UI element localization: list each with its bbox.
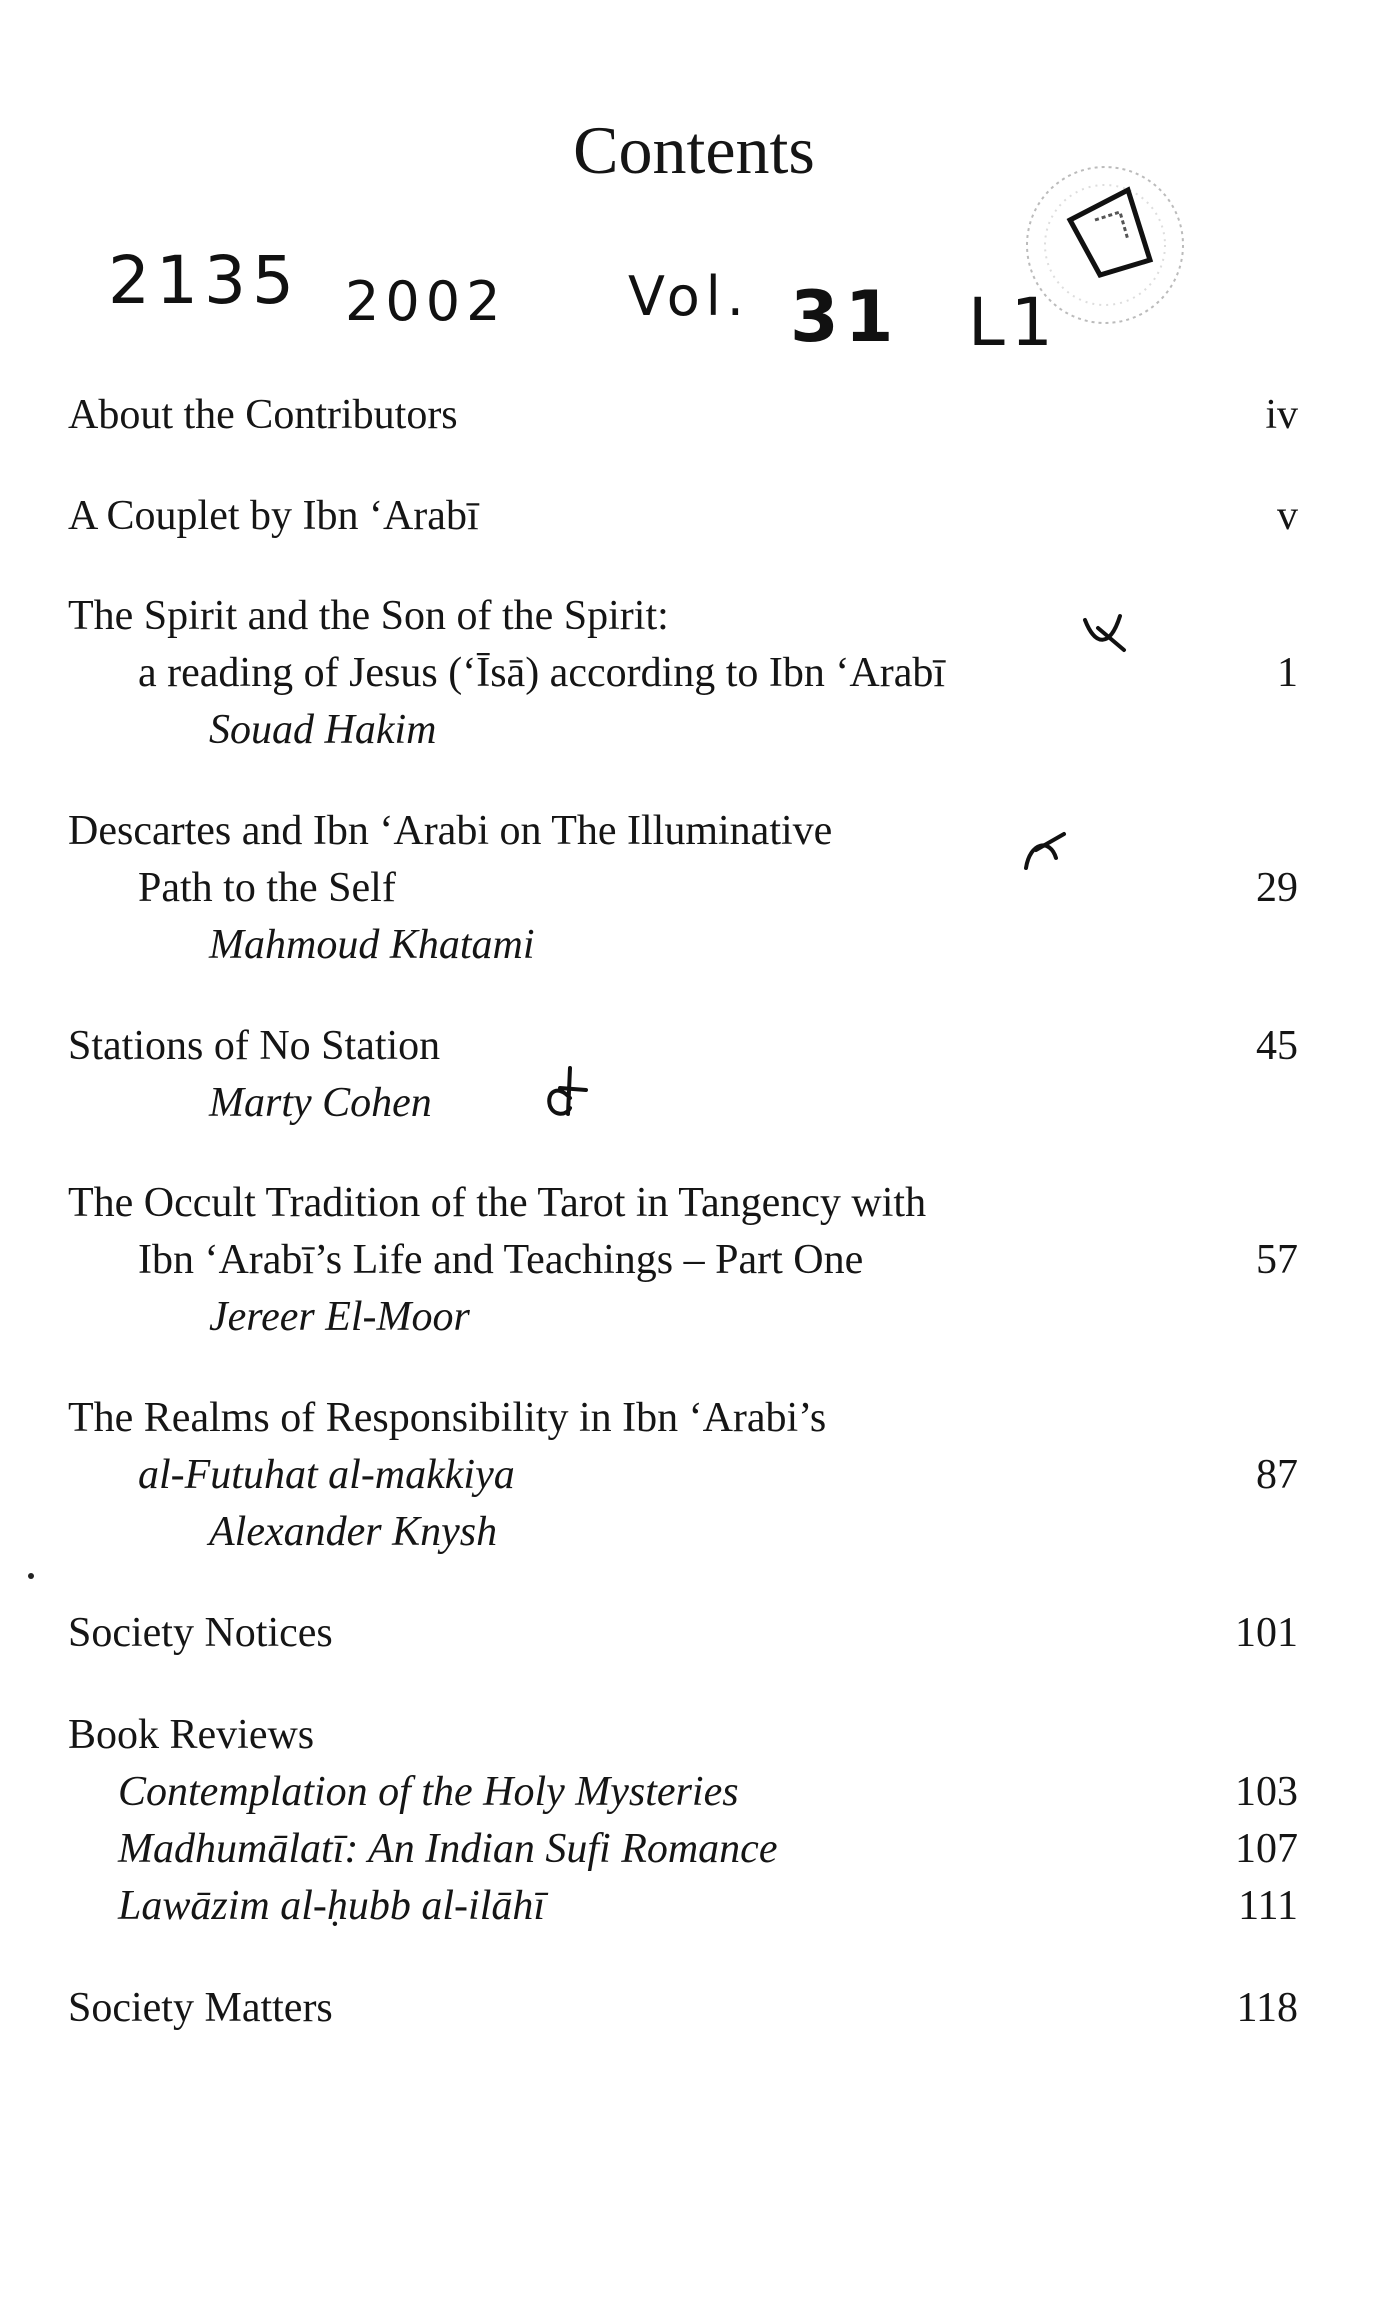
- entry-title-line: Society Matters: [68, 1985, 333, 2031]
- entry-title-line: Ibn ‘Arabī’s Life and Teachings – Part One: [138, 1237, 864, 1283]
- entry-title-line: The Occult Tradition of the Tarot in Tangency with: [68, 1180, 927, 1226]
- page-number: 111: [1238, 1883, 1298, 1929]
- handwritten-alpha-mark: [1020, 828, 1070, 878]
- entry-title-line: About the Contributors: [68, 392, 458, 438]
- handwritten-alpha-mark: [1080, 608, 1130, 658]
- page-number: 87: [1256, 1452, 1298, 1498]
- entry-author: Marty Cohen: [209, 1080, 432, 1126]
- toc-review-item: [0, 1821, 1388, 1878]
- handwritten-vol-number: 31: [790, 276, 900, 358]
- entry-title-line: The Spirit and the Son of the Spirit:: [68, 593, 669, 639]
- page-number: v: [1277, 493, 1298, 539]
- entry-author: Alexander Knysh: [209, 1509, 498, 1555]
- toc-entry: [0, 803, 1388, 974]
- toc-entry: [0, 1605, 1388, 1662]
- page-number: 57: [1256, 1237, 1298, 1283]
- page-number: 45: [1256, 1023, 1298, 1069]
- handwritten-number: 2135: [108, 242, 300, 319]
- entry-title-line: The Realms of Responsibility in Ibn ‘Arabi’s: [68, 1395, 827, 1441]
- entry-title-line: Lawāzim al-ḥubb al-ilāhī: [118, 1883, 546, 1929]
- entry-title-line: Path to the Self: [138, 865, 396, 911]
- entry-author: Jereer El-Moor: [209, 1294, 470, 1340]
- page-number: 118: [1236, 1985, 1298, 2031]
- entry-title-line: Book Reviews: [68, 1712, 315, 1758]
- page-number: iv: [1265, 392, 1298, 438]
- handwritten-copy: L1: [968, 284, 1059, 361]
- entry-title-line: Stations of No Station: [68, 1023, 441, 1069]
- toc-section-header: [0, 1707, 1388, 1764]
- entry-title-line: al-Futuhat al-makkiya: [138, 1452, 515, 1498]
- toc-entry: [0, 1018, 1388, 1132]
- entry-title-line: Society Notices: [68, 1610, 333, 1656]
- page-title: Contents: [573, 112, 815, 188]
- handwritten-vol: Vol.: [628, 265, 750, 328]
- scan-speck: [25, 1570, 37, 1582]
- toc-review-item: [0, 1764, 1388, 1821]
- toc-review-item: [0, 1878, 1388, 1935]
- toc-entry: [0, 1980, 1388, 2037]
- toc-entry: [0, 488, 1388, 545]
- toc-entry: [0, 387, 1388, 444]
- handwritten-d-mark: [540, 1062, 590, 1122]
- page-number: 103: [1235, 1769, 1298, 1815]
- page-number: 107: [1235, 1826, 1298, 1872]
- entry-title-line: Madhumālatī: An Indian Sufi Romance: [118, 1826, 778, 1872]
- entry-author: Souad Hakim: [209, 707, 437, 753]
- entry-title-line: a reading of Jesus (‘Īsā) according to Ibn ‘Arabī: [138, 650, 946, 696]
- entry-title-line: A Couplet by Ibn ‘Arabī: [68, 493, 479, 539]
- library-stamp: [1010, 150, 1200, 340]
- entry-title-line: Descartes and Ibn ‘Arabi on The Illuminative: [68, 808, 833, 854]
- entry-title-line: Contemplation of the Holy Mysteries: [118, 1769, 739, 1815]
- toc-entry: [0, 1175, 1388, 1346]
- page-number: 29: [1256, 865, 1298, 911]
- handwritten-year: 2002: [345, 270, 507, 333]
- page-number: 101: [1235, 1610, 1298, 1656]
- page-number: 1: [1277, 650, 1298, 696]
- entry-author: Mahmoud Khatami: [209, 922, 535, 968]
- toc-entry: [0, 1390, 1388, 1561]
- toc-entry: [0, 588, 1388, 759]
